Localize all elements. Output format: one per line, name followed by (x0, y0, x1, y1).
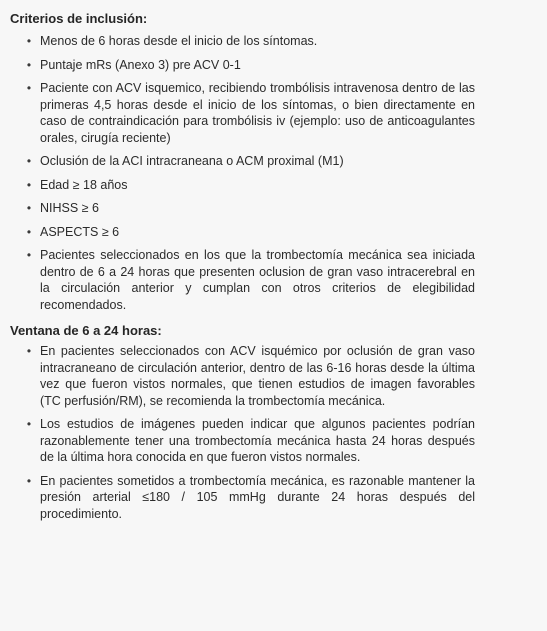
bullet-icon: • (26, 344, 32, 358)
list-item-text: En pacientes seleccionados con ACV isquémico por oclusión de gran vaso intracraneano de circulación anterior, dentro de las 6-16 horas desde la última vez que fueron vistos normales, que tienen estudios de imagen favorables (TC perfusión/RM), se recomienda la trombectomía mecánica. (40, 344, 475, 408)
bullet-icon: • (26, 248, 32, 262)
list-item (10, 343, 475, 409)
list-item (10, 416, 475, 466)
list-item-text: Paciente con ACV isquemico, recibiendo trombólisis intravenosa dentro de las primeras 4,5 horas desde el inicio de los síntomas, o bien directamente en caso de contraindicación para trombólisis iv (ejemplo: uso de anticoagulantes orales, cirugía reciente) (40, 81, 475, 145)
list-item (10, 247, 475, 313)
bullet-icon: • (26, 201, 32, 215)
bullet-icon: • (26, 177, 32, 192)
list-item (10, 224, 475, 241)
list-item-text: Menos de 6 horas desde el inicio de los síntomas. (40, 34, 318, 48)
bullet-icon: • (26, 473, 32, 488)
list-item-text: NIHSS ≥ 6 (40, 201, 99, 215)
list-item (10, 33, 475, 50)
inclusion-criteria-heading: Criterios de inclusión: (10, 11, 148, 26)
list-item (10, 200, 475, 217)
list-item-text: Edad ≥ 18 años (40, 177, 128, 192)
list-item-text: Los estudios de imágenes pueden indicar que algunos pacientes podrían razonablemente tener una trombectomía mecánica hasta 24 horas después de la última hora conocida en que fueron vistos normales. (40, 417, 475, 464)
list-item (10, 80, 475, 146)
list-item-text: Puntaje mRs (Anexo 3) pre ACV 0-1 (40, 57, 241, 72)
list-item-text: Oclusión de la ACI intracraneana o ACM proximal (M1) (40, 154, 344, 168)
list-item (10, 57, 475, 74)
time-window-list (10, 343, 475, 522)
bullet-icon: • (26, 224, 32, 239)
list-item-text: En pacientes sometidos a trombectomía mecánica, es razonable mantener la presión arterial ≤180 / 105 mmHg durante 24 horas después del procedimiento. (40, 473, 475, 521)
bullet-icon: • (26, 417, 32, 431)
bullet-icon: • (26, 34, 32, 48)
inclusion-criteria-list (10, 33, 475, 313)
list-item (10, 473, 475, 523)
bullet-icon: • (26, 57, 32, 72)
bullet-icon: • (26, 81, 32, 95)
list-item-text: ASPECTS ≥ 6 (40, 224, 120, 239)
list-item (10, 153, 475, 170)
bullet-icon: • (26, 154, 32, 168)
list-item (10, 177, 475, 194)
time-window-heading: Ventana de 6 a 24 horas: (10, 323, 162, 338)
list-item-text: Pacientes seleccionados en los que la trombectomía mecánica sea iniciada dentro de 6 a 24 horas que presenten oclusion de gran vaso intracerebral en la circulación anterior y cumplan con otros criterios de elegibilidad recomendados. (40, 248, 475, 312)
